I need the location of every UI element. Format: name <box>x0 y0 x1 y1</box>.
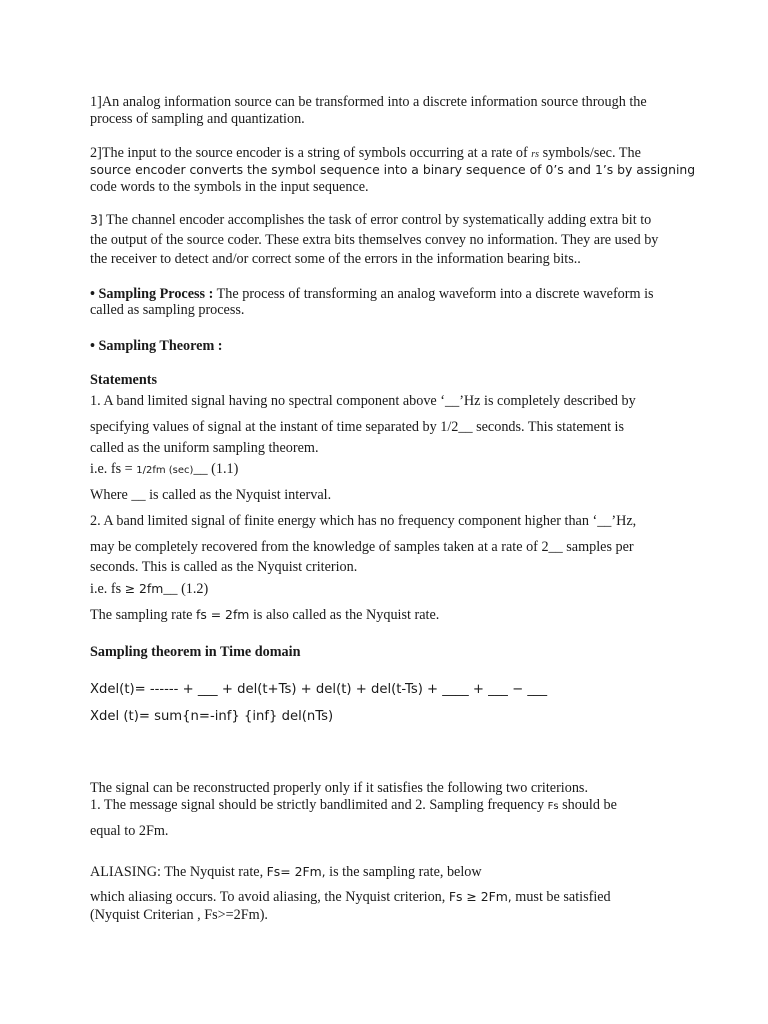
paragraph-2-line-3: code words to the symbols in the input sequence. <box>90 179 369 195</box>
aliasing-text-a: ALIASING: The Nyquist rate, <box>90 864 267 880</box>
time-domain-formula-1: Xdel(t)= ------ + ___ + del(t+Ts) + del(t) + del(t-Ts) + ____ + ___ − ___ <box>90 682 548 697</box>
time-domain-heading: Sampling theorem in Time domain <box>90 644 301 660</box>
eq1-prefix: i.e. fs = <box>90 461 137 477</box>
aliasing-text-d: which aliasing occurs. To avoid aliasing, the Nyquist criterion, <box>90 889 449 905</box>
eq2-prefix: i.e. fs <box>90 581 125 597</box>
eq2-suffix: __ (1.2) <box>163 581 209 597</box>
equation-1-2 <box>90 581 208 597</box>
sampling-process-label: • Sampling Process : <box>90 286 214 302</box>
recon-fs: Fs <box>547 801 559 812</box>
aliasing-line-2 <box>90 889 611 905</box>
time-domain-formula-2: Xdel (t)= sum{n=-inf} {inf} del(nTs) <box>90 709 334 724</box>
p3-number: 3] <box>90 212 103 227</box>
recon-text-b: should be <box>558 797 617 813</box>
p3-text: The channel encoder accomplishes the task of error control by systematically adding extra bit to <box>102 212 652 228</box>
reconstruction-line-2 <box>90 797 617 815</box>
sampling-process-line-1 <box>90 286 654 302</box>
reconstruction-line-3: equal to 2Fm. <box>90 823 169 839</box>
paragraph-1-line-1: 1]An analog information source can be transformed into a discrete information source through the <box>90 94 647 110</box>
eq1-fraction: 1/2fm (sec) <box>136 465 194 476</box>
reconstruction-line-1: The signal can be reconstructed properly only if it satisfies the following two criterions. <box>90 780 589 796</box>
paragraph-2-line-1 <box>90 145 641 163</box>
sampling-process-line-2: called as sampling process. <box>90 302 245 318</box>
rs-symbol: rs <box>531 149 540 160</box>
p2-text-b: symbols/sec. The <box>539 145 641 161</box>
aliasing-text-f: must be satisfied <box>511 889 611 905</box>
sampling-process-text: The process of transforming an analog waveform into a discrete waveform is <box>213 286 654 302</box>
eq2-inequality: ≥ 2fm <box>124 581 164 596</box>
sampling-theorem-heading: • Sampling Theorem : <box>90 338 223 354</box>
paragraph-3-line-2: the output of the source coder. These extra bits themselves convey no information. They are used by <box>90 232 659 248</box>
nyquist-rate-line <box>90 607 439 623</box>
statement-2-line-3: seconds. This is called as the Nyquist criterion. <box>90 559 358 575</box>
paragraph-1-line-2: process of sampling and quantization. <box>90 111 305 127</box>
rate-text-a: The sampling rate <box>90 607 196 623</box>
paragraph-3-line-1 <box>90 212 651 228</box>
statement-2-line-2: may be completely recovered from the knowledge of samples taken at a rate of 2__ samples per <box>90 539 634 555</box>
paragraph-3-line-3: the receiver to detect and/or correct some of the errors in the information bearing bits.. <box>90 251 581 267</box>
aliasing-line-3: (Nyquist Criterian , Fs>=2Fm). <box>90 907 268 923</box>
paragraph-2-line-2: source encoder converts the symbol sequence into a binary sequence of 0’s and 1’s by assigning <box>90 162 696 177</box>
statement-1-line-2: specifying values of signal at the instant of time separated by 1/2__ seconds. This statement is <box>90 419 625 435</box>
nyquist-interval-line: Where __ is called as the Nyquist interval. <box>90 487 332 503</box>
statement-1-line-3: called as the uniform sampling theorem. <box>90 440 319 456</box>
aliasing-formula-1: Fs= 2Fm, <box>266 864 326 879</box>
rate-formula: fs = 2fm <box>195 607 250 622</box>
aliasing-text-c: is the sampling rate, below <box>325 864 482 880</box>
aliasing-formula-2: Fs ≥ 2Fm, <box>448 889 512 904</box>
p2-text-a: 2]The input to the source encoder is a string of symbols occurring at a rate of <box>90 145 532 161</box>
rate-text-c: is also called as the Nyquist rate. <box>249 607 440 623</box>
equation-1-1 <box>90 461 238 479</box>
statement-1-line-1: 1. A band limited signal having no spectral component above ‘__’Hz is completely described by <box>90 393 636 409</box>
aliasing-line-1 <box>90 864 482 880</box>
statement-2-line-1: 2. A band limited signal of finite energy which has no frequency component higher than ‘__’Hz, <box>90 513 637 529</box>
recon-text-a: 1. The message signal should be strictly bandlimited and 2. Sampling frequency <box>90 797 548 813</box>
statements-heading: Statements <box>90 372 157 388</box>
eq1-suffix: __ (1.1) <box>193 461 239 477</box>
